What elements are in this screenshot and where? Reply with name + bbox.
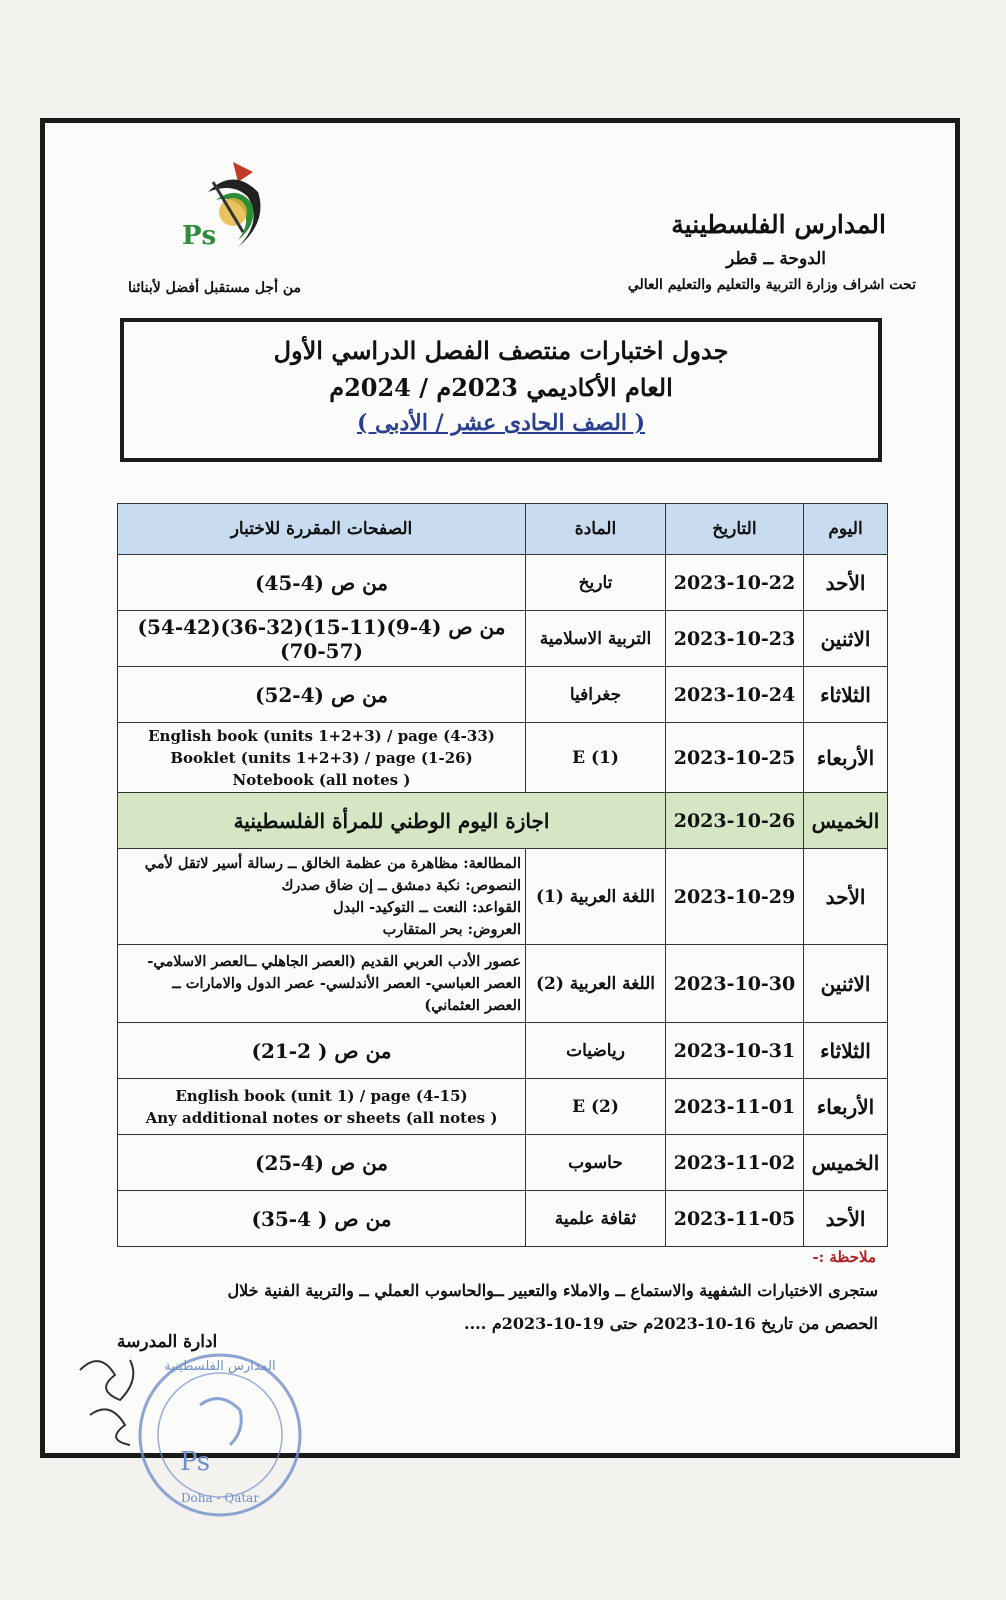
pages-line: من ص ( 2-21) <box>251 1038 392 1063</box>
table-row <box>118 945 888 1023</box>
school-stamp <box>70 1330 310 1520</box>
stamp-name: المدارس الفلسطينية <box>164 1359 276 1374</box>
note-line: ستجرى الاختبارات الشفهية والاستماع ــ والاملاء والتعبير ــوالحاسوب العملي ــ والتربية الفنية خلال <box>227 1281 878 1300</box>
cell-day: الخميس <box>804 793 888 849</box>
pages-line: القواعد: النعت ــ التوكيد- البدل <box>333 898 521 916</box>
school-name: المدارس الفلسطينية <box>671 210 886 239</box>
cell-date: 2023-10-24 <box>666 667 804 723</box>
table-row <box>118 1191 888 1247</box>
table-row <box>118 793 888 849</box>
cell-subject: تاريخ <box>526 555 666 611</box>
table-row <box>118 1135 888 1191</box>
cell-day: الثلاثاء <box>804 667 888 723</box>
cell-day: الثلاثاء <box>804 1023 888 1079</box>
header-subject: المادة <box>526 504 666 555</box>
note-label: ملاحظة :- <box>812 1248 876 1266</box>
table-row <box>118 667 888 723</box>
table-row <box>118 555 888 611</box>
cell-pages <box>118 1135 526 1191</box>
cell-date: 2023-10-26 <box>666 793 804 849</box>
pages-line: العصر العثماني) <box>424 996 521 1014</box>
cell-pages <box>118 1023 526 1079</box>
logo-text: Ps <box>182 221 217 251</box>
table-row <box>118 849 888 945</box>
cell-pages <box>118 667 526 723</box>
cell-day: الأحد <box>804 555 888 611</box>
pages-line: العصر العباسي- العصر الأندلسي- عصر الدول والامارات ــ <box>172 974 521 992</box>
cell-date: 2023-10-30 <box>666 945 804 1023</box>
cell-day: الأحد <box>804 849 888 945</box>
cell-date: 2023-10-25 <box>666 723 804 793</box>
pages-line: النصوص: نكبة دمشق ــ إن ضاق صدرك <box>281 876 521 894</box>
cell-day: الاثنين <box>804 945 888 1023</box>
cell-date: 2023-10-22 <box>666 555 804 611</box>
cell-date: 2023-10-31 <box>666 1023 804 1079</box>
header-day: اليوم <box>804 504 888 555</box>
table-row <box>118 1079 888 1135</box>
cell-subject: رياضيات <box>526 1023 666 1079</box>
pages-line: اجازة اليوم الوطني للمرأة الفلسطينية <box>233 808 550 833</box>
table-row <box>118 1023 888 1079</box>
table-row <box>118 611 888 667</box>
cell-subject: اللغة العربية (2) <box>526 945 666 1023</box>
cell-day: الخميس <box>804 1135 888 1191</box>
cell-date: 2023-10-29 <box>666 849 804 945</box>
cell-subject: E (1) <box>526 723 666 793</box>
table-row <box>118 723 888 793</box>
cell-day: الأربعاء <box>804 723 888 793</box>
cell-subject: ثقافة علمية <box>526 1191 666 1247</box>
cell-pages <box>118 723 526 793</box>
pages-line: English book (unit 1) / page (4-15) <box>175 1086 468 1105</box>
academic-year: العام الأكاديمي 2023م / 2024م <box>329 373 673 402</box>
table-header-row <box>118 504 888 555</box>
exam-schedule-table <box>117 503 888 1247</box>
class-name: ( الصف الحادى عشر / الأدبى ) <box>356 410 646 436</box>
pages-line: من ص (4-52) <box>254 682 389 707</box>
stamp-city: Doha - Qatar <box>180 1491 260 1505</box>
signature <box>80 1360 133 1445</box>
school-logo <box>178 152 278 262</box>
cell-subject: حاسوب <box>526 1135 666 1191</box>
pages-line: من ص (4-45) <box>254 570 389 595</box>
title-box <box>120 318 882 462</box>
pages-line: Notebook (all notes ) <box>232 770 411 789</box>
stamp-logo-text: Ps <box>180 1447 211 1477</box>
cell-date: 2023-10-23 <box>666 611 804 667</box>
header-date: التاريخ <box>666 504 804 555</box>
cell-subject: E (2) <box>526 1079 666 1135</box>
cell-subject: التربية الاسلامية <box>526 611 666 667</box>
cell-pages <box>118 1191 526 1247</box>
cell-subject: اللغة العربية (1) <box>526 849 666 945</box>
pages-line: من ص (4-25) <box>254 1150 389 1175</box>
pages-line: المطالعة: مظاهرة من عظمة الخالق ــ رسالة أسير لاتقل لأمي <box>144 854 521 872</box>
cell-pages <box>118 849 526 945</box>
cell-pages <box>118 611 526 667</box>
pages-line: Any additional notes or sheets (all notes ) <box>145 1108 498 1127</box>
pages-line: من ص (4-9)(11-15)(32-36)(42-54)(57-70) <box>137 614 506 663</box>
school-administration: ادارة المدرسة <box>117 1332 218 1352</box>
pages-line: من ص ( 4-35) <box>251 1206 392 1231</box>
city: الدوحة ــ قطر <box>726 249 826 269</box>
ministry-line: تحت اشراف وزارة التربية والتعليم والتعليم العالي <box>627 277 916 293</box>
cell-pages <box>118 793 666 849</box>
pages-line: English book (units 1+2+3) / page (4-33) <box>148 726 495 745</box>
cell-day: الأحد <box>804 1191 888 1247</box>
header-pages: الصفحات المقررة للاختبار <box>118 504 526 555</box>
cell-day: الاثنين <box>804 611 888 667</box>
pages-line: عصور الأدب العربي القديم (العصر الجاهلي ــالعصر الاسلامي- <box>147 952 521 970</box>
pages-line: العروض: بحر المتقارب <box>382 920 521 938</box>
cell-date: 2023-11-02 <box>666 1135 804 1191</box>
cell-date: 2023-11-05 <box>666 1191 804 1247</box>
cell-date: 2023-11-01 <box>666 1079 804 1135</box>
schedule-title: جدول اختبارات منتصف الفصل الدراسي الأول <box>273 336 729 365</box>
cell-subject: جغرافيا <box>526 667 666 723</box>
cell-pages <box>118 555 526 611</box>
cell-pages <box>118 945 526 1023</box>
cell-day: الأربعاء <box>804 1079 888 1135</box>
note-line: الحصص من تاريخ 16-10-2023م حتى 19-10-2023م .... <box>464 1314 878 1333</box>
pages-line: Booklet (units 1+2+3) / page (1-26) <box>170 748 473 767</box>
cell-pages <box>118 1079 526 1135</box>
school-slogan: من أجل مستقبل أفضل لأبنائنا <box>128 280 302 296</box>
school-header <box>627 210 916 293</box>
